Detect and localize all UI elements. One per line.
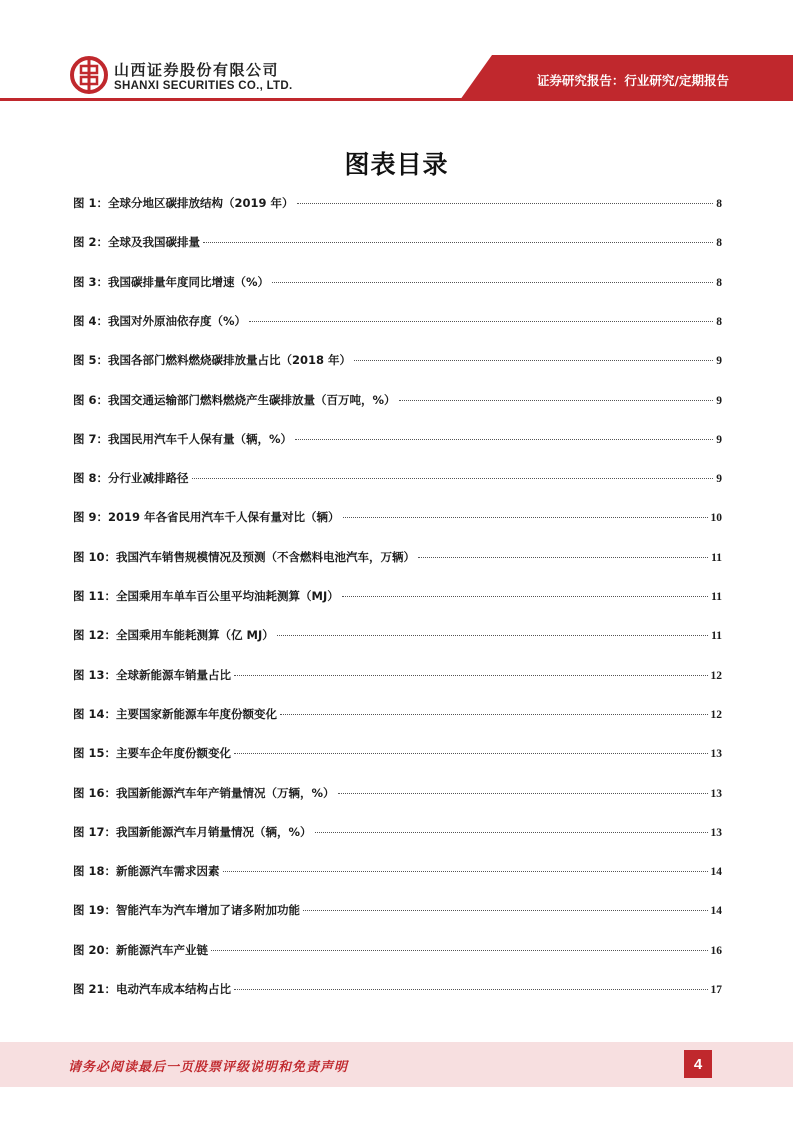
toc-entry[interactable] (73, 549, 722, 567)
dot-leader (249, 321, 713, 322)
page-title: 图表目录 (344, 150, 449, 179)
company-logo-icon (70, 56, 108, 94)
toc-entry-label: 图 9：2019 年各省民用汽车千人保有量对比（辆） (73, 510, 340, 525)
toc-entry-page: 9 (716, 473, 722, 486)
toc-entry[interactable] (73, 745, 722, 763)
toc-entry-page: 14 (710, 866, 722, 879)
toc-entry-page: 13 (710, 826, 722, 839)
toc-entry-label: 图 2：全球及我国碳排量 (73, 235, 201, 250)
toc-entry-page: 8 (716, 198, 722, 210)
toc-entry-label: 图 14：主要国家新能源车年度份额变化 (73, 706, 278, 721)
toc-entry[interactable] (73, 627, 722, 645)
toc-entry[interactable] (73, 706, 722, 724)
report-type-label: 证券研究报告：行业研究/定期报告 (536, 73, 729, 88)
toc-entry-label: 图 11：全国乘用车单车百公里平均油耗测算（MJ） (73, 589, 339, 603)
toc-entry-label: 图 12：全国乘用车能耗测算（亿 MJ） (73, 628, 274, 643)
toc-entry[interactable] (73, 981, 722, 999)
toc-entry-page: 9 (716, 433, 722, 446)
toc-entry[interactable] (73, 863, 722, 881)
dot-leader (343, 517, 708, 518)
dot-leader (234, 989, 707, 990)
dot-leader (223, 871, 708, 872)
page-header (0, 0, 793, 100)
dot-leader (203, 242, 713, 243)
toc-entry-label: 图 13：全球新能源车销量占比 (73, 667, 232, 682)
toc-entry-label: 图 19：智能汽车为汽车增加了诸多附加功能 (73, 903, 301, 918)
toc-entry[interactable] (73, 470, 722, 488)
company-name-en: SHANXI SECURITIES CO., LTD. (114, 80, 293, 92)
toc-entry-page: 16 (710, 944, 722, 957)
toc-entry-label: 图 17：我国新能源汽车月销量情况（辆，%） (73, 824, 312, 839)
dot-leader (211, 950, 707, 951)
toc-entry[interactable] (73, 352, 722, 370)
toc-entry[interactable] (73, 234, 722, 252)
dot-leader (272, 282, 713, 283)
page-number-badge: 4 (684, 1050, 712, 1078)
toc-entry-page: 17 (710, 984, 722, 996)
toc-entry-label: 图 21：电动汽车成本结构占比 (73, 982, 232, 996)
company-name-cn: 山西证券股份有限公司 (114, 61, 280, 79)
toc-entry-page: 8 (716, 276, 722, 289)
toc-entry-page: 9 (716, 394, 722, 407)
toc-entry[interactable] (73, 392, 722, 410)
toc-entry-page: 8 (716, 315, 722, 328)
toc-entry-label: 图 15：主要车企年度份额变化 (73, 746, 232, 761)
toc-entry-label: 图 16：我国新能源汽车年产销量情况（万辆，%） (73, 785, 335, 800)
dot-leader (280, 714, 707, 715)
dot-leader (399, 400, 714, 401)
dot-leader (234, 675, 707, 676)
dot-leader (303, 910, 707, 911)
toc-entry-label: 图 18：新能源汽车需求因素 (73, 864, 220, 879)
toc-entry[interactable] (73, 195, 722, 213)
dot-leader (418, 557, 708, 558)
toc-entry-page: 11 (711, 630, 722, 643)
toc-entry[interactable] (73, 274, 722, 292)
toc-entry-page: 12 (710, 669, 722, 682)
toc-entry-label: 图 8：分行业减排路径 (73, 471, 189, 486)
disclaimer-notice[interactable]: 请务必阅读最后一页股票评级说明和免责声明 (68, 1060, 349, 1075)
toc-entry-page: 13 (710, 748, 722, 761)
toc-entry-label: 图 7：我国民用汽车千人保有量（辆，%） (73, 431, 293, 446)
toc-entry[interactable] (73, 667, 722, 685)
toc-entry-label: 图 20：新能源汽车产业链 (73, 942, 209, 957)
toc-entry-page: 12 (710, 708, 722, 721)
toc-entry-label: 图 4：我国对外原油依存度（%） (73, 313, 247, 328)
toc-entry-page: 11 (711, 551, 722, 564)
page-footer (0, 1042, 793, 1087)
dot-leader (338, 793, 708, 794)
toc-entry[interactable] (73, 588, 722, 606)
toc-entry-page: 14 (710, 905, 722, 918)
toc-entry-label: 图 10：我国汽车销售规模情况及预测（不含燃料电池汽车，万辆） (73, 549, 416, 564)
dot-leader (342, 596, 708, 597)
toc-entry-page: 10 (710, 512, 722, 525)
toc-entry[interactable] (73, 431, 722, 449)
dot-leader (315, 832, 708, 833)
toc-entry-label: 图 5：我国各部门燃料燃烧碳排放量占比（2018 年） (73, 353, 352, 368)
dot-leader (354, 360, 713, 361)
toc-entry-label: 图 1：全球分地区碳排放结构（2019 年） (73, 196, 294, 210)
dot-leader (192, 478, 714, 479)
dot-leader (277, 635, 708, 636)
dot-leader (295, 439, 713, 440)
dot-leader (234, 753, 707, 754)
toc-entry-label: 图 6：我国交通运输部门燃料燃烧产生碳排放量（百万吨，%） (73, 392, 396, 407)
toc-entry[interactable] (73, 313, 722, 331)
toc-entry-page: 11 (711, 591, 722, 603)
toc-entry-page: 8 (716, 237, 722, 250)
toc-entry-label: 图 3：我国碳排量年度同比增速（%） (73, 274, 270, 289)
toc-entry[interactable] (73, 509, 722, 527)
toc-entry-page: 9 (716, 355, 722, 368)
toc-entry[interactable] (73, 824, 722, 842)
dot-leader (297, 203, 714, 204)
toc-entry[interactable] (73, 785, 722, 803)
toc-entry[interactable] (73, 902, 722, 920)
toc-entry-page: 13 (710, 787, 722, 800)
toc-entry[interactable] (73, 942, 722, 960)
